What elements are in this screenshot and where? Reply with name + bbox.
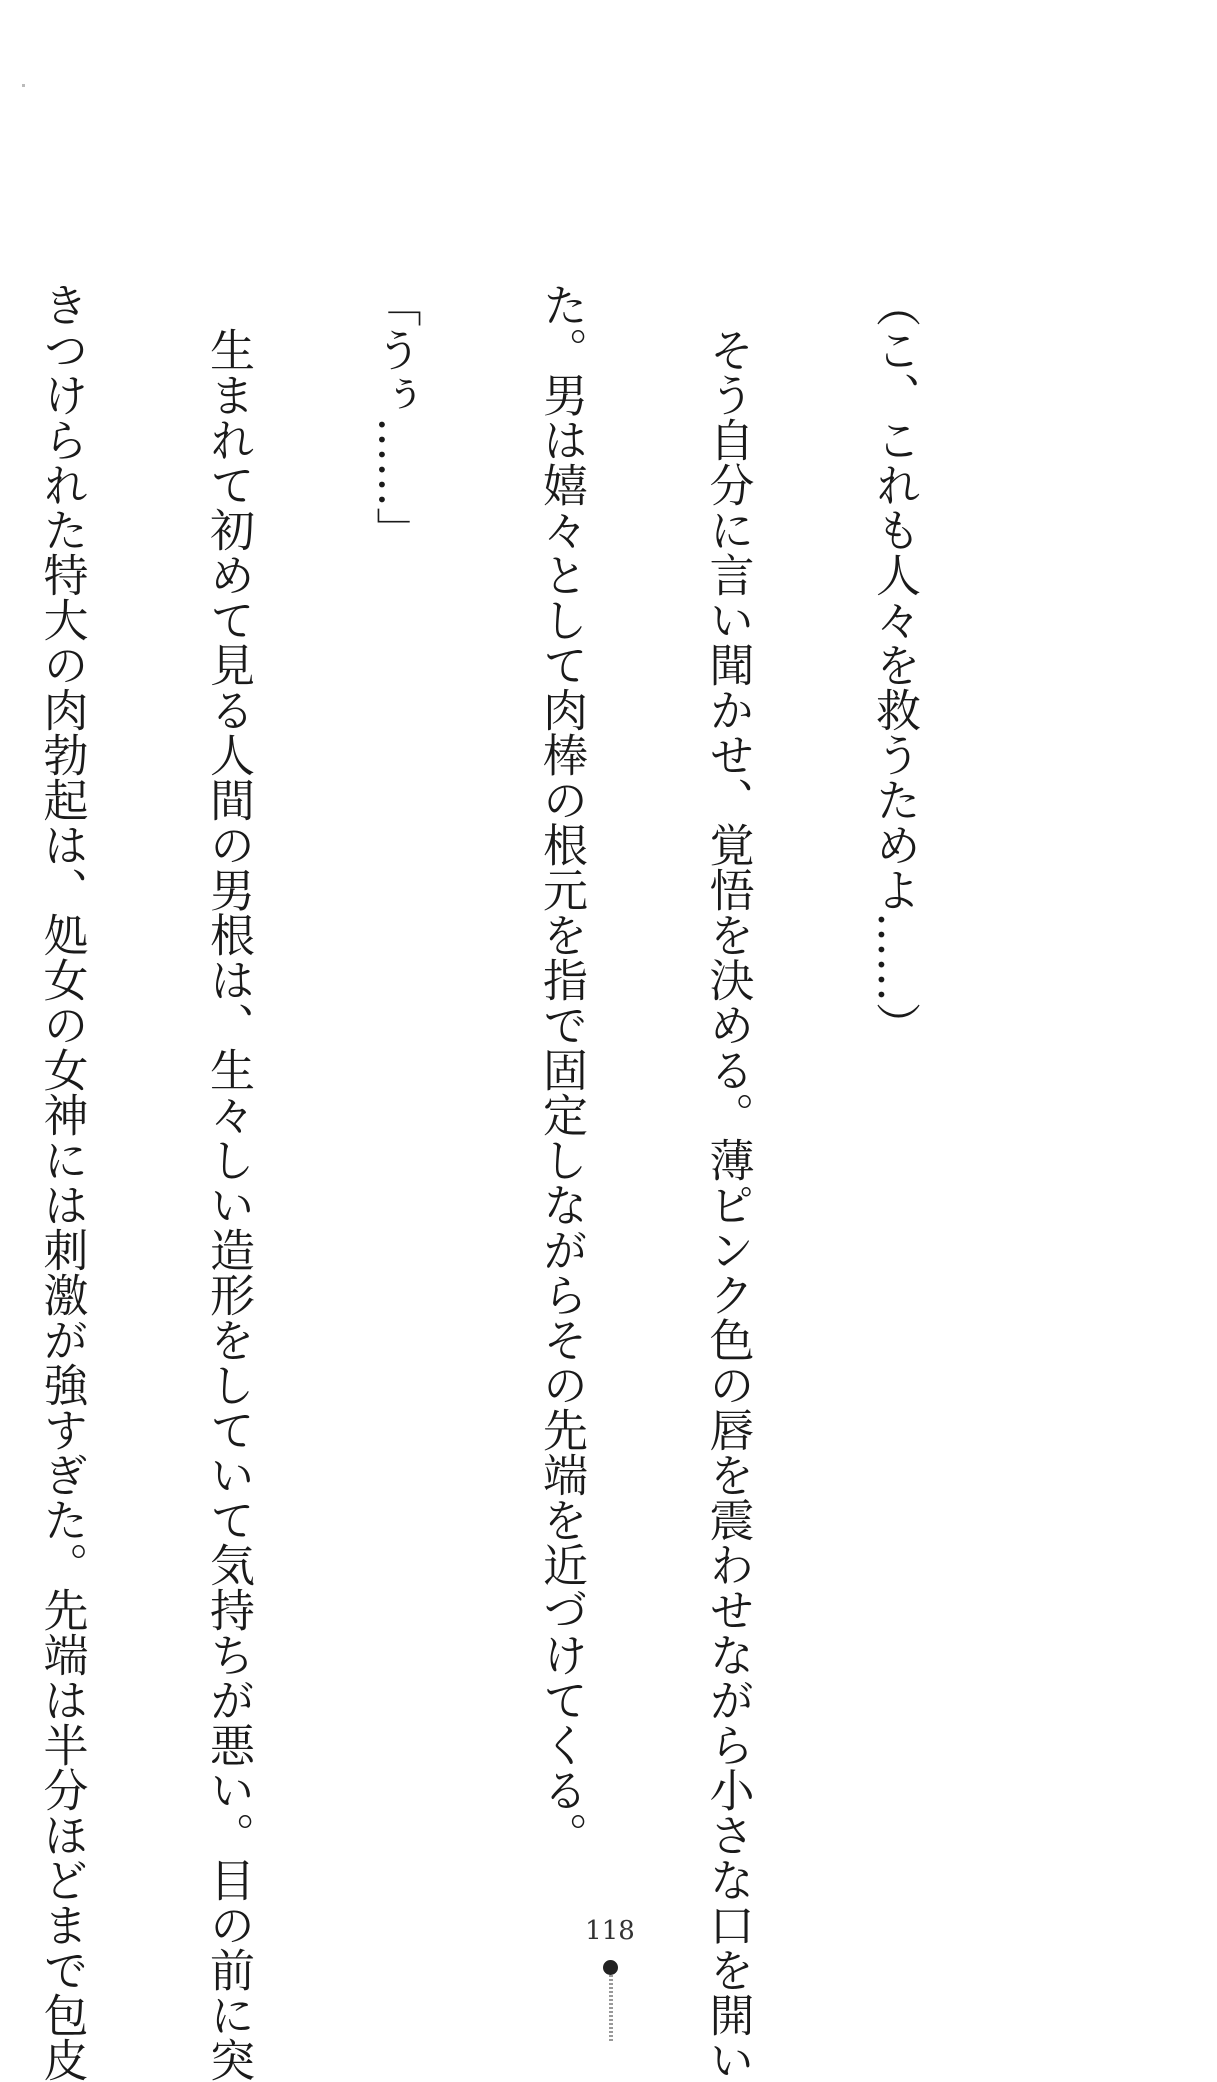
- page-bullet-ornament: [603, 1960, 618, 1975]
- text-line: そう自分に言い聞かせ、覚悟を決める。薄ピンク色の唇を震わせながら小さな口を開い: [701, 282, 755, 2082]
- text-line: 「うぅ……」: [368, 282, 422, 552]
- text-line: きつけられた特大の肉勃起は、処女の女神には刺激が強すぎた。先端は半分ほどまで包皮: [35, 282, 89, 2082]
- text-line: （こ、これも人々を救うためよ……）: [868, 282, 921, 1047]
- text-line: 生まれて初めて見る人間の男根は、生々しい造形をしていて気持ちが悪い。目の前に突: [202, 282, 255, 2082]
- page-dotted-rule: [609, 1975, 613, 2043]
- text-line: た。男は嬉々として肉棒の根元を指で固定しながらその先端を近づけてくる。: [535, 282, 588, 1857]
- page-number: 118: [585, 1916, 635, 1946]
- scan-speck: [22, 84, 25, 87]
